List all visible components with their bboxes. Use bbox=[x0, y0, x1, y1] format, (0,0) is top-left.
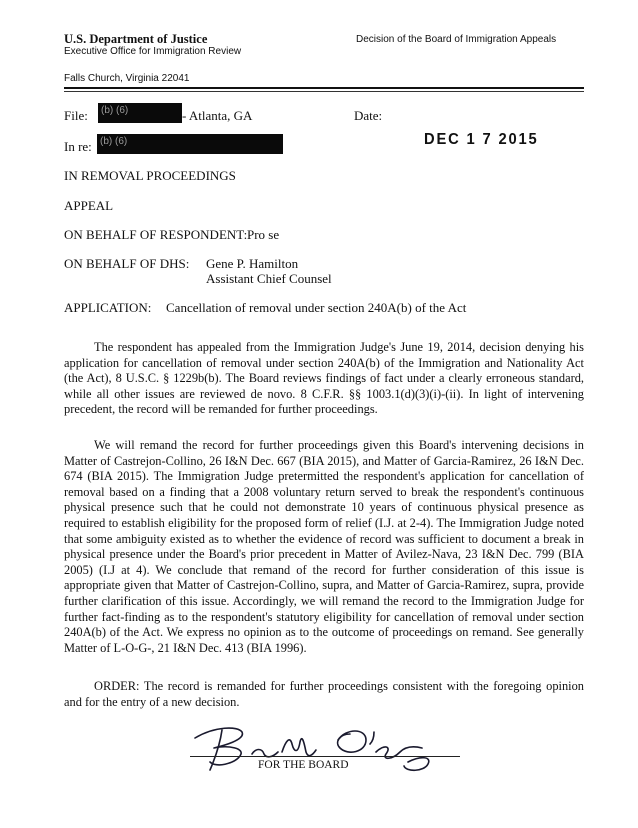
agency-name: U.S. Department of Justice bbox=[64, 32, 208, 46]
application-value: Cancellation of removal under section 240A(b) of the Act bbox=[166, 300, 467, 315]
signature-line bbox=[190, 756, 460, 757]
respondent-value: Pro se bbox=[247, 227, 280, 242]
paragraph-remand-reasoning bbox=[64, 438, 584, 656]
office-location: Falls Church, Virginia 22041 bbox=[64, 73, 190, 84]
board-decision-heading: Decision of the Board of Immigration Appeals bbox=[356, 34, 557, 45]
dhs-label: ON BEHALF OF DHS: bbox=[64, 256, 190, 271]
file-redaction-code: (b) (6) bbox=[101, 105, 129, 116]
in-re-redaction-code: (b) (6) bbox=[100, 136, 128, 147]
header-rule-thin bbox=[64, 91, 584, 92]
date-stamp: DEC 1 7 2015 bbox=[424, 131, 539, 148]
paragraph-order bbox=[64, 679, 584, 710]
paragraph-appeal-summary bbox=[64, 340, 584, 418]
appeal-heading: APPEAL bbox=[64, 198, 114, 213]
proceedings-type: IN REMOVAL PROCEEDINGS bbox=[64, 168, 236, 183]
application-label: APPLICATION: bbox=[64, 300, 152, 315]
for-the-board: FOR THE BOARD bbox=[258, 759, 349, 771]
in-re-redaction bbox=[97, 134, 283, 154]
file-location: - Atlanta, GA bbox=[182, 108, 253, 123]
file-redaction bbox=[98, 103, 182, 123]
in-re-label: In re: bbox=[64, 139, 92, 154]
office-name: Executive Office for Immigration Review bbox=[64, 46, 242, 57]
file-label: File: bbox=[64, 108, 88, 123]
dhs-counsel-title: Assistant Chief Counsel bbox=[206, 271, 332, 286]
paragraph-2: We will remand the record for further proceedings given this Board's intervening decisions in Matter of Castrejon-Collino, 26 I&N Dec. 667 (BIA 2015), and Matter of Garcia-Ramirez, 26 I&N Dec. 674 (BIA 2015). The Immigration Judge pretermitted the respondent's application for cancellation of removal based on a finding that a 2008 voluntary return served to break the respondent's continuous physical presence such that he could not demonstrate 10 years of continuous physical presence as required to establish eligibility for the proposed form of relief (I.J. at 2-4). The Immigration Judge noted that some ambiguity existed as to whether the evidence of record was sufficient to document a break in physical presence under the Board's prior precedent in Matter of Avilez-Nava, 23 I&N Dec. 799 (BIA 2005) (I.J at 4). We conclude that remand of the record for further consideration of this issue is appropriate given that Matter of Castrejon-Collino, supra, and Matter of Garcia-Ramirez, supra, provide further clarification of this issue. Accordingly, we will remand the record to the Immigration Judge for further fact-finding as to the respondent's statutory eligibility for cancellation of removal under section 240A(b) of the Act. We express no opinion as to the outcome of proceedings on remand. See generally Matter of L-O-G-, 21 I&N Dec. 413 (BIA 1996). bbox=[64, 438, 584, 655]
header-rule bbox=[64, 87, 584, 89]
respondent-label: ON BEHALF OF RESPONDENT: bbox=[64, 227, 248, 242]
date-label: Date: bbox=[354, 108, 383, 123]
paragraph-1: The respondent has appealed from the Immigration Judge's June 19, 2014, decision denying his application for cancellation of removal under section 240A(b) of the Immigration and Nationality Act (the Act), 8 U.S.C. § 1229b(b). The Board reviews findings of fact under a clearly erroneous standard, while all other issues are reviewed de novo. 8 C.F.R. §§ 1003.1(d)(3)(i)-(ii). In light of intervening precedent, the record will be remanded for further proceedings. bbox=[64, 340, 584, 417]
order-text: ORDER: The record is remanded for further proceedings consistent with the foregoing opinion and for the entry of a new decision. bbox=[64, 679, 584, 709]
dhs-counsel-name: Gene P. Hamilton bbox=[206, 256, 299, 271]
